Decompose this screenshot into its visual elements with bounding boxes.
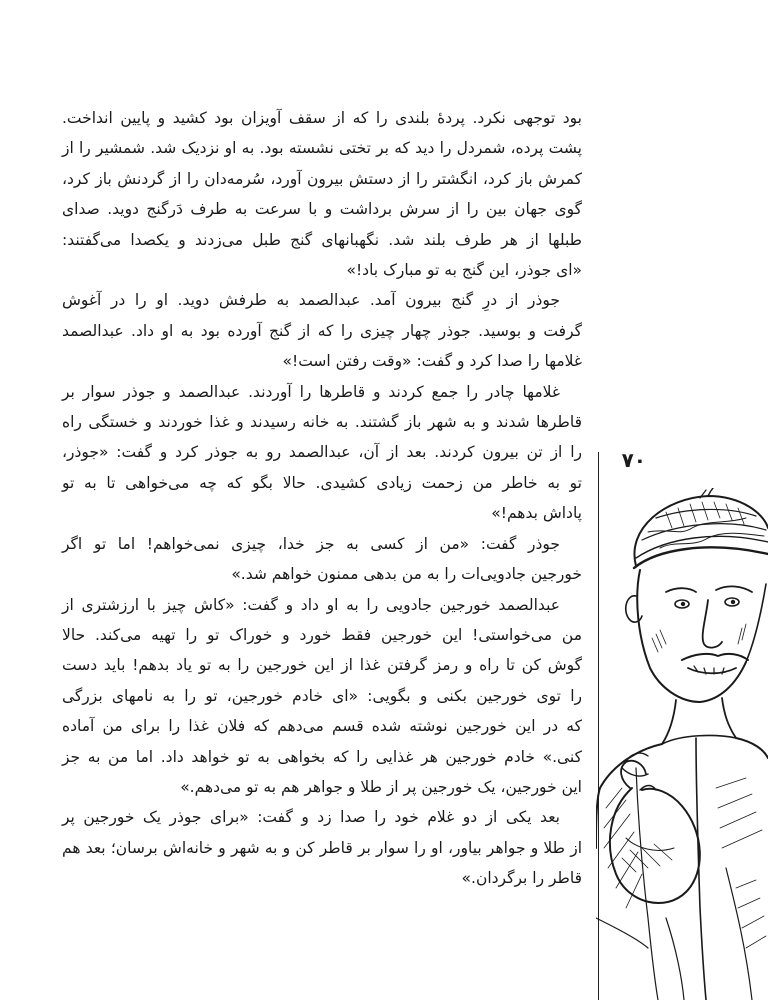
text-line: بود توجهی نکرد. پردهٔ بلندی را که از سقف آویزان بود کشید و پایین انداخت. xyxy=(62,109,582,127)
text-line: قاطر را برگردان.» xyxy=(461,869,582,888)
text-line: قاطرها شدند و به شهر باز گشتند. به خانه رسیدند و غذا خوردند و خستگی راه xyxy=(62,413,582,432)
text-line: کنی.» خادم خورجین هر غذایی را که بخواهی به تو خواهد داد. اما من به جز xyxy=(62,747,582,766)
text-line: گوش کن تا راه و رمز گرفتن غذا از این خورجین را به تو یاد بدهم! باید دست xyxy=(62,656,582,675)
text-line: خورجین جادویی‌ات را به من بدهی ممنون خواهم شد.» xyxy=(231,565,582,584)
text-line: غلامها را صدا کرد و گفت: «وقت رفتن است!» xyxy=(282,352,582,371)
page-number: ۷۰ xyxy=(621,448,646,472)
paragraph xyxy=(62,590,582,803)
text-line: غلامها چادر را جمع کردند و قاطرها را آوردند. عبدالصمد و جوذر سوار بر xyxy=(62,382,560,401)
text-line: جوذر از درِ گنج بیرون آمد. عبدالصمد به طرفش دوید. او را در آغوش xyxy=(62,291,560,310)
paragraph xyxy=(62,529,582,590)
text-line: جوذر گفت: «من از کسی به جز خدا، چیزی نمی‌خواهم! اما تو اگر xyxy=(62,534,560,553)
body-text xyxy=(62,103,582,894)
text-line: طبلها از هر طرف بلند شد. نگهبانهای گنج طبل می‌زدند و یکصدا می‌گفتند: xyxy=(62,230,582,249)
paragraph xyxy=(62,285,582,376)
illustration-man-with-turban xyxy=(596,488,768,1000)
text-line: این خورجین، یک خورجین پر از طلا و جواهر هم به تو می‌دهم.» xyxy=(180,777,582,796)
text-line: گرفت و بوسید. جوذر چهار چیزی را که از گنج آورده بود به او داد. عبدالصمد xyxy=(62,321,582,340)
text-line: پاداش بدهم!» xyxy=(491,504,582,523)
text-line: عبدالصمد خورجین جادویی را به او داد و گفت: «کاش چیز با ارزشتری از xyxy=(62,595,560,614)
text-line: که در این خورجین نوشته شده قسم می‌دهم که فلان غذا را برای من آماده xyxy=(62,717,582,736)
text-line: را توی خورجین بکنی و بگویی: «ای خادم خورجین، تو را به نامهای بزرگی xyxy=(62,686,582,705)
text-line: پشت پرده، شمردل را دید که بر تختی نشسته بود. به او نزدیک شد. شمشیر را از xyxy=(62,139,582,158)
text-line: گوی جهان بین را از سرش برداشت و با سرعت به طرف دَرگنج دوید. صدای xyxy=(62,200,582,219)
text-line: از طلا و جواهر بیاور، او را سوار بر قاطر کن و به شهر و خانه‌اش برسان؛ بعد هم xyxy=(62,838,582,857)
paragraph xyxy=(62,802,582,893)
text-line: بعد یکی از دو غلام خود را صدا زد و گفت: «برای جوذر یک خورجین پر xyxy=(62,808,560,827)
text-line: من می‌خواستی! این خورجین فقط خورد و خوراک تو را تهیه می‌کند. حالا xyxy=(62,625,582,644)
text-line: تو به خاطر من زحمت زیادی کشیدی. حالا بگو که چه می‌خواهی تا به تو xyxy=(62,473,582,492)
paragraph xyxy=(62,377,582,529)
text-line: «ای جوذر، این گنج به تو مبارک باد!» xyxy=(346,261,582,280)
text-line: کمرش باز کرد، انگشتر را از دستش بیرون آورد، سُرمه‌دان را از گردنش باز کرد، xyxy=(62,169,582,188)
text-line: را از تن بیرون کردند. بعد از آن، عبدالصمد رو به جوذر کرد و گفت: «جوذر، xyxy=(62,443,582,462)
paragraph xyxy=(62,103,582,285)
